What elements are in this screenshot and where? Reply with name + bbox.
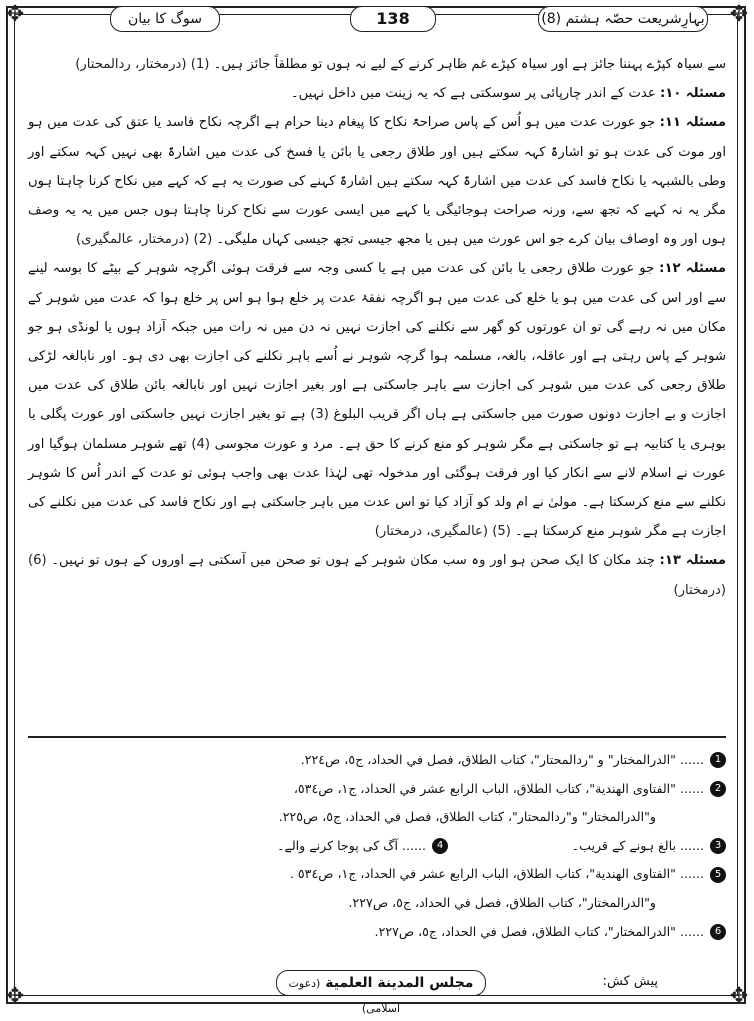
masla-label: مسئلہ ۱۳: [659,553,727,569]
footnote-item [28,832,726,861]
presented-by-label: پیش کش: [602,974,658,989]
reference: (5) (عالمگیری، درمختار) [374,524,511,540]
reference: (2) (درمختار، عالمگیری) [76,232,213,248]
chapter-title: سوگ کا بیان [110,6,220,32]
footnote-continuation: و"الدرالمختار"، كتاب الطلاق، فصل في الحداد، ج٥، ص٢٢٧. [348,894,656,910]
publisher-name: مجلس المدينة العلمية [325,975,474,991]
page-number: 138 [350,6,436,32]
paragraph-text: چند مکان کا ایک صحن ہو اور وہ سب مکان شوہر کے ہوں تو صحن میں آسکتی ہے اوروں کے ہوں تو نہیں۔ [51,553,655,569]
paragraph [28,79,726,108]
footnote-continuation: و"الدرالمختار" و"ردالمحتار"، كتاب الطلاق، فصل في الحداد، ج٥، ص٢٢٥. [278,809,656,825]
paragraph [28,50,726,79]
corner-ornament-icon: ✥ [729,2,749,27]
footnote-text: ...... "الدرالمختار" و "ردالمحتار"، كتاب الطلاق، فصل في الحداد، ج٥، ص٢٢٤. [300,752,704,767]
masla-label: مسئلہ ۱۲: [659,261,726,277]
page-footer [0,968,754,1015]
footnote-text: ...... "الدرالمختار"، كتاب الطلاق، فصل في الحداد، ج٥، ص٢٢٧. [374,923,704,939]
publisher-box [276,970,486,1015]
corner-ornament-icon: ✥ [5,984,25,1009]
page-header [20,6,734,34]
footnote-marker: (4) [191,436,211,452]
publisher-note: (دعوت اسلامی) [288,977,401,1015]
footnote-text: ...... آگ کی پوجا کرنے والے۔ [277,837,426,853]
footnote-item [28,918,726,947]
paragraph-text: جو عورت عدت میں ہو اُس کے پاس صراحۃً نکاح کا پیغام دینا حرام ہے اگرچہ نکاح فاسد یا عتق کی عدت میں ہو اور موت کی عدت ہو تو اشارۃً کہہ سکتے ہیں اور طلاق رجعی یا بائن یا فسخ کی عدت میں اشارۃً بھی نہیں کہہ سکتے اور وطی بالشبہہ یا نکاح فاسد کی عدت میں اشارۃً کہہ سکتے ہیں اشارۃً کہنے کی صورت یہ ہے کہ کہے میں نکاح کرنا چاہتا ہوں مگر یہ نہ کہے کہ تجھ سے، ورنہ صراحت ہوجائیگی یا کہے میں ایسی عورت سے نکاح کرنا چاہتا ہوں جس میں یہ یہ وصف ہوں اور وہ اوصاف بیان کرے جو اس عورت میں ہیں یا مجھ جیسی تجھ جیسی کہاں ملیگی۔ [28,115,726,248]
paragraph-text: جو عورت طلاق رجعی یا بائن کی عدت میں ہے یا کسی وجہ سے فرقت ہوئی اگرچہ شوہر کے بیٹے کا بوسہ لینے سے اور اس کی عدت میں ہو یا خلع کی عدت میں ہو اگرچہ نفقۂ عدت پر خلع ہوا ہو اس پر خلع ہوا کہ عدت میں شوہر کے مکان میں نہ رہے گی تو ان عورتوں کو گھر سے نکلنے کی اجازت نہیں نہ دن میں نہ رات میں جبکہ آزاد ہوں یا لونڈی ہو جو شوہر کے پاس رہتی ہے اور عاقلہ، بالغہ، مسلمہ ہوا گرچہ شوہر نے اُسے باہر نکلنے کی اجازت بھی دی ہو۔ اور نابالغہ لڑکی طلاق رجعی کی عدت میں شوہر کی اجازت سے باہر جاسکتی ہے اور بغیر اجازت نہیں اور نابالغہ بائن طلاق کی عدت میں اجازت و بے اجازت دونوں صورت میں جاسکتی ہے ہاں اگر قریب البلوغ [28,261,726,423]
corner-ornament-icon: ✥ [729,984,749,1009]
footnote-item [28,746,726,775]
footnote-number: 3 [710,838,726,854]
footnote-text: ...... بالغ ہونے کے قریب۔ [571,837,704,853]
footnote-item [28,775,726,804]
paragraph-text: ہے تو بغیر اجازت نہیں جاسکتی اور عورت پگلی یا بوہری یا کتابیہ ہے تو جاسکتی ہے مگر شوہر کو منع کرنے کا حق ہے۔ مرد و عورت مجوسی [28,407,726,452]
paragraph [28,254,726,546]
footnote-separator [28,736,726,738]
reference: (1) (درمختار، ردالمحتار) [75,57,210,72]
paragraph-text: تھے شوہر مسلمان ہوگیا اور عورت نے اسلام لانے سے انکار کیا اور فرقت ہوگئی اور مدخولہ تھی لہٰذا عدت بھی واجب ہوئی تو عدت کے اندر اُس کا شوہر نکلنے سے منع کرسکتا ہے۔ مولیٰ نے ام ولد کو آزاد کیا تو اس عدت میں باہر جاسکتی ہے اور نکاح فاسد کی عدت میں نکلنے کی اجازت ہے مگر شوہر منع کرسکتا ہے۔ [28,436,726,540]
footnote-number: 5 [710,867,726,883]
footnote-item [28,860,726,889]
footnote-number: 4 [432,838,448,854]
reference: (6) (درمختار) [28,553,726,598]
masla-label: مسئلہ ۱۰: [659,86,726,102]
masla-label: مسئلہ ۱۱: [659,115,726,131]
paragraph-text: عدت کے اندر چارپائی پر سوسکتی ہے کہ یہ زینت میں داخل نہیں۔ [290,86,656,102]
paragraph-text: سے سیاہ کپڑے پہننا جائز ہے اور سیاہ کپڑے غم ظاہر کرنے کے لیے نہ ہوں تو مطلقاً جائز ہیں۔ [213,57,726,72]
paragraph [28,108,726,254]
book-title: بہارِشریعت حصّہ ہشتم (8) [538,6,708,32]
footnotes [28,746,726,946]
footnote-number: 6 [710,924,726,940]
footnote-text: ...... "الفتاوى الهندية"، كتاب الطلاق، الباب الرابع عشر في الحداد، ج١، ص٥٣٤ . [289,866,704,882]
paragraph [28,546,726,604]
footnote-text: ...... "الفتاوى الهندية"، كتاب الطلاق، الباب الرابع عشر في الحداد، ج١، ص٥٣٤، [293,780,704,796]
footnote-number: 1 [710,752,726,768]
main-text [28,50,726,605]
corner-ornament-icon: ✥ [5,2,25,27]
footnote-number: 2 [710,781,726,797]
footnote-marker: (3) [310,407,329,423]
